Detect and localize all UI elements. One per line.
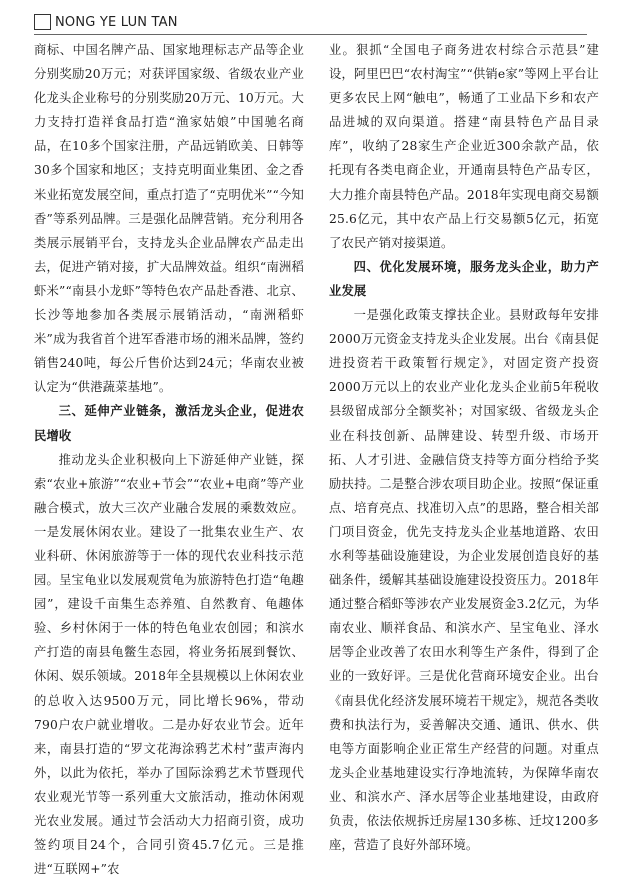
section-3-heading: 三、延伸产业链条，激活龙头企业，促进农民增收	[34, 404, 304, 443]
left-paragraph-2: 推动龙头企业积极向上下游延伸产业链，探索“农业+旅游”“农业+节会”“农业+电商”等产业融合模式，放大三次产业融合发展的乘数效应。一是发展休闲农业。建设了一批集农业生产、农业科研、休闲旅游等于一体的现代农业科技示范园。呈宝龟业以发展观赏龟为旅游特色打造“龟趣园”，建设千亩集生态养殖、自然教育、龟趣体验、乡村休闲于一体的特色龟业农创园；和滨水产打造的南县龟鳖生态园，将业务拓展到餐饮、休闲、娱乐领域。2018年全县规模以上休闲农业的总收入达9500万元，同比增长96%，带动790户农户就业增收。二是办好农业节会。近年来，南县打造的“罗文花海涂鸦艺术村”蜚声海内外，以此为依托，举办了国际涂鸦艺术节暨现代农业观光节等一系列重大文旅活动，推动休闲观光农业发展。通过节会活动大力招商引资，成功签约项目24个，合同引资45.7亿元。三是推进“互联网+”农	[34, 452, 304, 877]
right-paragraph-2: 一是强化政策支撑扶企业。县财政每年安排2000万元资金支持龙头企业发展。出台《南县促进投资若干政策暂行规定》，对固定资产投资2000万元以上的农业产业化龙头企业前5年税收县级留成部分全额奖补；对国家级、省级龙头企业在科技创新、品牌建设、转型升级、市场开拓、人才引进、金融信贷支持等方面分档给予奖励扶持。二是整合涉农项目助企业。按照“保证重点、培育亮点、找准切入点”的思路，整合相关部门项目资金，优先支持龙头企业基地道路、农田水利等基础设施建设，为企业发展创造良好的基础条件，缓解其基础设施建设投资压力。2018年通过整合稻虾等涉农产业发展资金3.2亿元，为华南农业、顺祥食品、和滨水产、呈宝龟业、泽水居等企业改善了农田水利等生产条件，得到了企业的一致好评。三是优化营商环境安企业。出台《南县优化经济发展环境若干规定》，规范各类收费和执法行为，妥善解决交通、通讯、供水、供电等方面影响企业正常生产经营的问题。对重点龙头企业基地建设实行净地流转，为保障华南农业、和滨水产、泽水居等企业基地建设，由政府负责，依法依规拆迁房屋130多栋、迁坟1200多座，营造了良好外部环境。	[329, 308, 599, 853]
header-divider	[34, 34, 587, 35]
page-header	[34, 14, 178, 30]
right-paragraph-1: 业。狠抓“全国电子商务进农村综合示范县”建设，阿里巴巴“农村淘宝”“供销e家”等网上平台让更多农民上网“触电”，畅通了工业品下乡和农产品进城的双向渠道。搭建“南县特色产品目录库”，收纳了28家生产企业近300余款产品，依托现有各类电商企业，开通南县特色产品专区，大力推介南县特色产品。2018年实现电商交易额25.6亿元，其中农产品上行交易额5亿元，拓宽了农民产销对接渠道。	[329, 43, 599, 250]
right-column	[329, 38, 599, 857]
header-square-icon	[34, 14, 51, 30]
left-paragraph-1: 商标、中国名牌产品、国家地理标志产品等企业分别奖励20万元；对获评国家级、省级农业产业化龙头企业称号的分别奖励20万元、10万元。大力支持打造祥食品打造“渔家姑娘”中国驰名商品，在10多个国家注册，产品远销欧美、日韩等30多个国家和地区；支持克明面业集团、金之香米业拓宽发展空间，重点打造了“克明优米”“今知香”等系列品牌。三是强化品牌营销。充分利用各类展示展销平台，支持龙头企业品牌农产品走出去，促进产销对接，扩大品牌效益。组织“南洲稻虾米”“南县小龙虾”等特色农产品赴香港、北京、长沙等地参加各类展示展销活动，“南洲稻虾米”成为我省首个进军香港市场的湘米品牌，签约销售240吨，每公斤售价达到24元；华南农业被认定为“供港蔬菜基地”。	[34, 43, 304, 395]
section-4-heading: 四、优化发展环境，服务龙头企业，助力产业发展	[329, 259, 599, 298]
left-column	[34, 38, 304, 881]
journal-title: NONG YE LUN TAN	[55, 14, 178, 30]
